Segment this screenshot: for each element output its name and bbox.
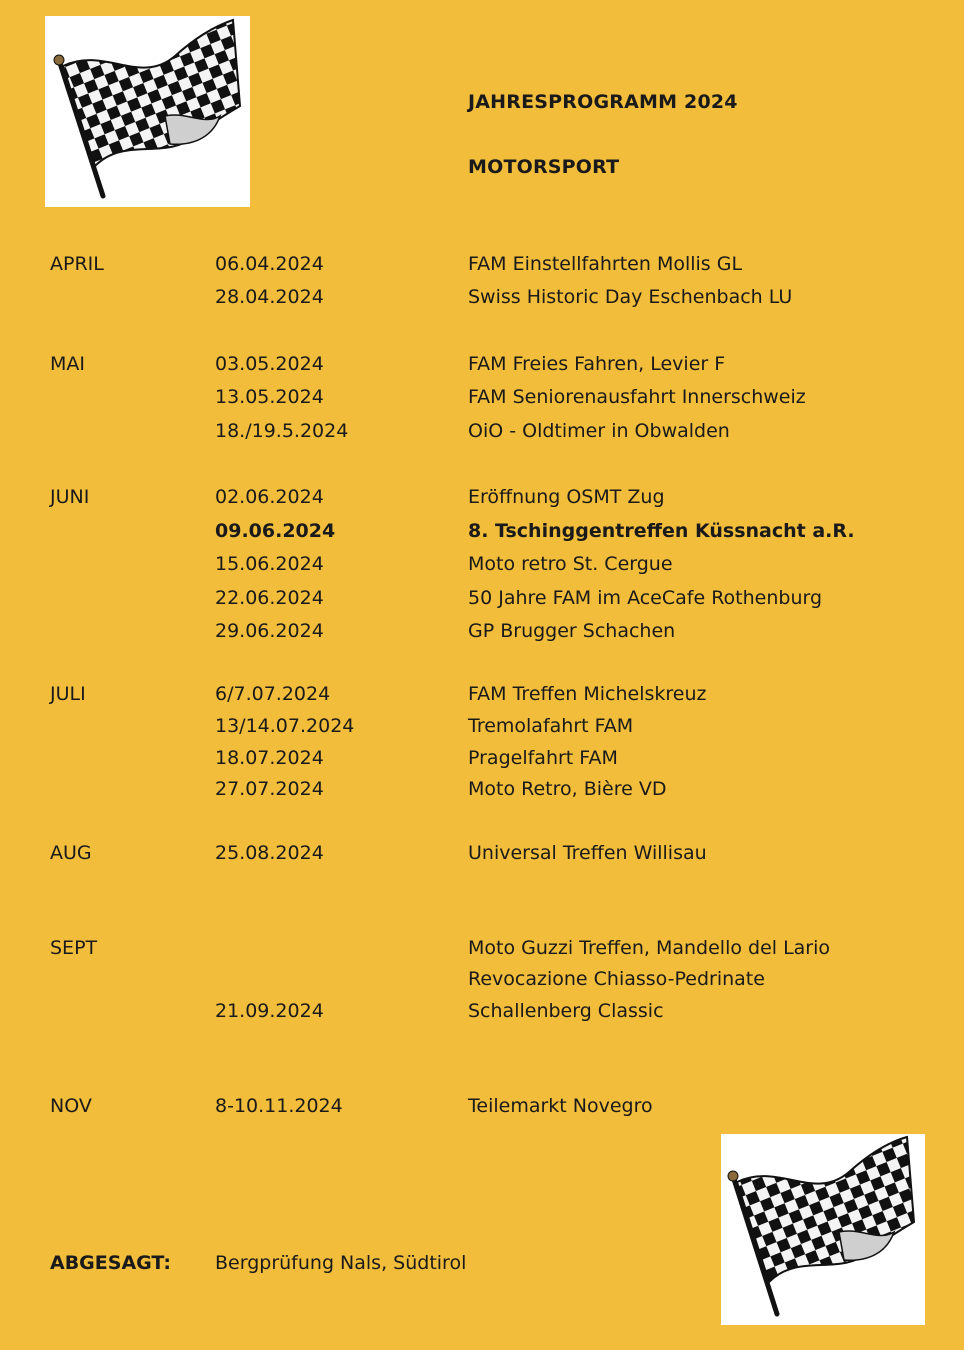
page-subtitle: MOTORSPORT [468,156,620,178]
event-name: FAM Einstellfahrten Mollis GL [468,253,743,275]
event-name: Swiss Historic Day Eschenbach LU [468,286,793,308]
event-name: 50 Jahre FAM im AceCafe Rothenburg [468,587,823,609]
schedule-row [0,386,964,416]
event-name: Tremolafahrt FAM [468,715,634,737]
event-date: 22.06.2024 [215,587,324,609]
event-date: 28.04.2024 [215,286,324,308]
event-name: Revocazione Chiasso-Pedrinate [468,968,765,990]
schedule-row [0,747,964,777]
cancelled-section [0,1252,700,1282]
schedule-row [0,587,964,617]
schedule-row [0,620,964,650]
month-label: MAI [50,353,85,375]
schedule-row [0,553,964,583]
event-name: GP Brugger Schachen [468,620,676,642]
schedule-row [0,1000,964,1030]
event-date: 06.04.2024 [215,253,324,275]
event-name: Universal Treffen Willisau [468,842,707,864]
event-date: 6/7.07.2024 [215,683,331,705]
month-label: APRIL [50,253,104,275]
schedule-row [0,715,964,745]
schedule-row [0,353,964,383]
page-title: JAHRESPROGRAMM 2024 [468,91,738,113]
event-name: OiO - Oldtimer in Obwalden [468,420,730,442]
checkered-flag-image-top [45,16,250,207]
month-label: JULI [50,683,86,705]
month-label: JUNI [50,486,90,508]
event-name: 8. Tschinggentreffen Küssnacht a.R. [468,520,855,542]
cancelled-event: Bergprüfung Nals, Südtirol [215,1252,467,1274]
event-name: FAM Treffen Michelskreuz [468,683,707,705]
schedule-row [0,842,964,872]
event-date: 27.07.2024 [215,778,324,800]
event-name: Schallenberg Classic [468,1000,664,1022]
checkered-flag-icon [45,16,250,207]
event-name: FAM Freies Fahren, Levier F [468,353,726,375]
schedule-row [0,253,964,283]
event-date: 18./19.5.2024 [215,420,349,442]
cancelled-label: ABGESAGT: [50,1252,171,1274]
schedule-row [0,778,964,808]
event-date: 13.05.2024 [215,386,324,408]
event-name: Moto Retro, Bière VD [468,778,667,800]
checkered-flag-icon [721,1134,925,1325]
schedule-row-highlighted [0,520,964,550]
schedule-row [0,968,964,998]
schedule-row [0,1095,964,1125]
schedule-row [0,486,964,516]
checkered-flag-image-bottom [721,1134,925,1325]
month-label: AUG [50,842,92,864]
event-name: Moto retro St. Cergue [468,553,673,575]
event-date: 21.09.2024 [215,1000,324,1022]
event-date: 25.08.2024 [215,842,324,864]
schedule-row [0,937,964,967]
month-label: NOV [50,1095,92,1117]
event-date: 8-10.11.2024 [215,1095,343,1117]
schedule-row [0,420,964,450]
event-name: Teilemarkt Novegro [468,1095,653,1117]
schedule-row [0,286,964,316]
event-name: FAM Seniorenausfahrt Innerschweiz [468,386,806,408]
event-name: Moto Guzzi Treffen, Mandello del Lario [468,937,831,959]
schedule-row [0,683,964,713]
event-date: 03.05.2024 [215,353,324,375]
event-date: 13/14.07.2024 [215,715,355,737]
event-date: 18.07.2024 [215,747,324,769]
event-name: Eröffnung OSMT Zug [468,486,665,508]
event-date: 02.06.2024 [215,486,324,508]
event-date: 09.06.2024 [215,520,336,542]
month-label: SEPT [50,937,98,959]
event-name: Pragelfahrt FAM [468,747,618,769]
event-date: 15.06.2024 [215,553,324,575]
event-date: 29.06.2024 [215,620,324,642]
